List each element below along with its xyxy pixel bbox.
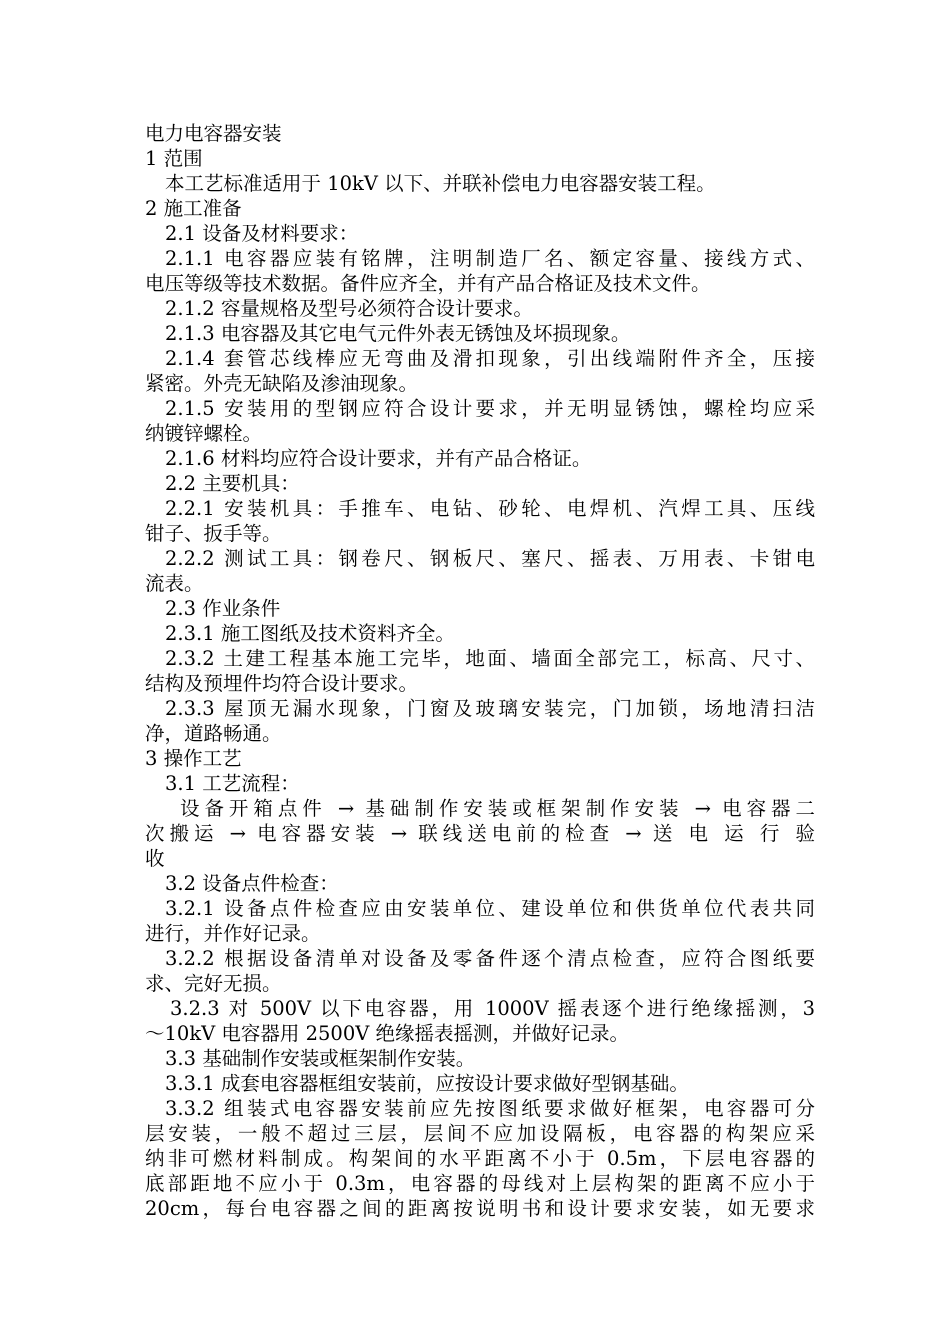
text-line: 3.1 工艺流程： (165, 772, 300, 795)
text-line: ～10kV 电容器用 2500V 绝缘摇表摇测，并做好记录。 (145, 1022, 630, 1045)
text-line: 2.1.3 电容器及其它电气元件外表无锈蚀及坏损现象。 (165, 322, 631, 345)
text-line: 2.1.5 安装用的型钢应符合设计要求，并无明显锈蚀，螺栓均应采 (165, 397, 815, 420)
text-line: 次搬运 → 电容器安装 → 联线送电前的检查 → 送 电 运 行 验 (145, 822, 815, 845)
text-line: 2.3 作业条件 (165, 597, 281, 620)
text-line: 2.2.1 安装机具：手推车、电钻、砂轮、电焊机、汽焊工具、压线 (165, 497, 815, 520)
text-line: 2.3.2 土建工程基本施工完毕，地面、墙面全部完工，标高、尺寸、 (165, 647, 815, 670)
text-line: 2.1 设备及材料要求： (165, 222, 359, 245)
text-line: 进行，并作好记录。 (145, 922, 321, 945)
text-line: 求、完好无损。 (145, 972, 282, 995)
text-line: 2.2 主要机具： (165, 472, 300, 495)
text-line: 2.3.1 施工图纸及技术资料齐全。 (165, 622, 455, 645)
text-line: 20cm，每台电容器之间的距离按说明书和设计要求安装，如无要求 (145, 1197, 815, 1220)
text-line: 设备开箱点件 → 基础制作安装或框架制作安装 → 电容器二 (180, 797, 815, 820)
text-line: 2.1.4 套管芯线棒应无弯曲及滑扣现象，引出线端附件齐全，压接 (165, 347, 815, 370)
text-line: 2.1.1 电容器应装有铭牌，注明制造厂名、额定容量、接线方式、 (165, 247, 815, 270)
text-line: 3.3.2 组装式电容器安装前应先按图纸要求做好框架，电容器可分 (165, 1097, 815, 1120)
text-line: 1 范围 (145, 147, 203, 170)
text-line: 3.3 基础制作安装或框架制作安装。 (165, 1047, 476, 1070)
text-line: 流表。 (145, 572, 204, 595)
document-body (145, 121, 815, 1221)
text-line: 3.2.2 根据设备清单对设备及零备件逐个清点检查，应符合图纸要 (165, 947, 815, 970)
text-line: 2.1.6 材料均应符合设计要求，并有产品合格证。 (165, 447, 592, 470)
text-line: 电压等级等技术数据。备件应齐全，并有产品合格证及技术文件。 (145, 272, 711, 295)
text-line: 3.2.1 设备点件检查应由安装单位、建设单位和供货单位代表共同 (165, 897, 815, 920)
text-line: 3 操作工艺 (145, 747, 242, 770)
text-line: 2.1.2 容量规格及型号必须符合设计要求。 (165, 297, 533, 320)
text-line: 3.2 设备点件检查： (165, 872, 339, 895)
text-line: 钳子、扳手等。 (145, 522, 282, 545)
text-line: 净，道路畅通。 (145, 722, 282, 745)
text-line: 3.3.1 成套电容器框组安装前，应按设计要求做好型钢基础。 (165, 1072, 689, 1095)
text-line: 纳非可燃材料制成。构架间的水平距离不小于 0.5m，下层电容器的 (145, 1147, 815, 1170)
text-line: 底部距地不应小于 0.3m，电容器的母线对上层构架的距离不应小于 (145, 1172, 815, 1195)
text-line: 2 施工准备 (145, 197, 242, 220)
text-line: 收 (145, 847, 165, 870)
text-line: 3.2.3 对 500V 以下电容器，用 1000V 摇表逐个进行绝缘摇测，3 (170, 997, 815, 1020)
text-line: 结构及预埋件均符合设计要求。 (145, 672, 419, 695)
text-line: 层安装，一般不超过三层，层间不应加设隔板，电容器的构架应采 (145, 1122, 815, 1145)
text-line: 2.3.3 屋顶无漏水现象，门窗及玻璃安装完，门加锁，场地清扫洁 (165, 697, 815, 720)
document-title: 电力电容器安装 (145, 122, 282, 145)
text-line: 纳镀锌螺栓。 (145, 422, 263, 445)
text-line: 本工艺标准适用于 10kV 以下、并联补偿电力电容器安装工程。 (165, 172, 716, 195)
text-line: 2.2.2 测试工具：钢卷尺、钢板尺、塞尺、摇表、万用表、卡钳电 (165, 547, 815, 570)
text-line: 紧密。外壳无缺陷及渗油现象。 (145, 372, 419, 395)
